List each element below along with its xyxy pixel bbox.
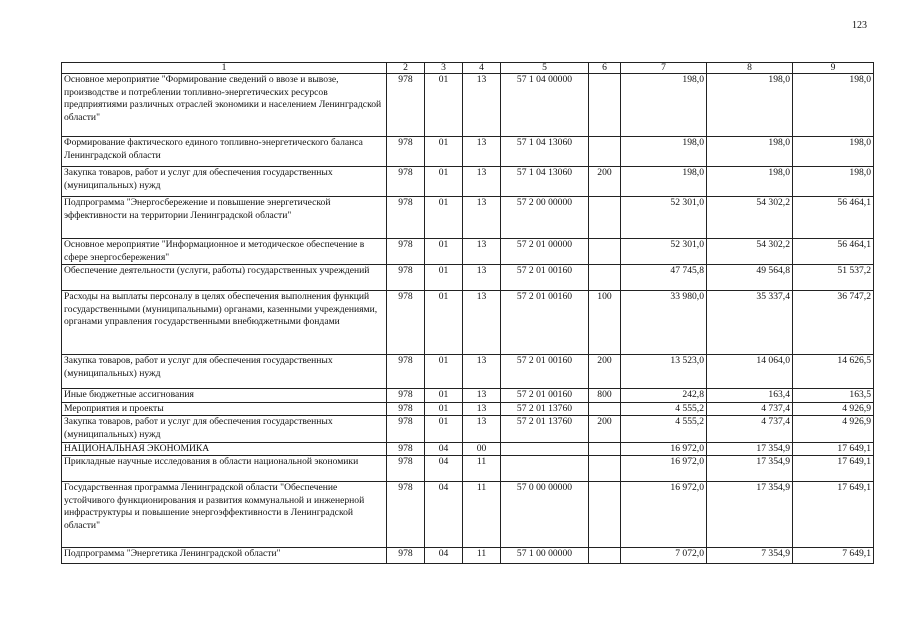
cell-col7: 16 972,0 xyxy=(621,456,707,482)
table-row xyxy=(62,416,874,442)
table-row xyxy=(62,137,874,167)
table-row xyxy=(62,265,874,291)
row-description: Прикладные научные исследования в области национальной экономики xyxy=(62,456,387,482)
cell-col3: 04 xyxy=(425,548,463,564)
cell-col6: 200 xyxy=(589,167,621,197)
cell-col7: 7 072,0 xyxy=(621,548,707,564)
cell-col8: 54 302,2 xyxy=(707,197,793,239)
row-description: Подпрограмма "Энергосбережение и повышение энергетической эффективности на территории Ленинградской области" xyxy=(62,197,387,239)
cell-col8: 17 354,9 xyxy=(707,482,793,548)
cell-col6: 200 xyxy=(589,416,621,442)
column-header: 8 xyxy=(707,63,793,74)
column-header: 9 xyxy=(793,63,874,74)
cell-col3: 04 xyxy=(425,456,463,482)
cell-col5: 57 2 01 13760 xyxy=(501,416,589,442)
cell-col3: 01 xyxy=(425,239,463,265)
cell-col9: 4 926,9 xyxy=(793,416,874,442)
cell-col2: 978 xyxy=(387,197,425,239)
cell-col9: 51 537,2 xyxy=(793,265,874,291)
cell-col5: 57 1 04 00000 xyxy=(501,74,589,137)
cell-col5: 57 2 01 00000 xyxy=(501,239,589,265)
cell-col8: 198,0 xyxy=(707,137,793,167)
cell-col5: 57 2 00 00000 xyxy=(501,197,589,239)
cell-col8: 163,4 xyxy=(707,389,793,403)
cell-col8: 198,0 xyxy=(707,167,793,197)
column-header: 1 xyxy=(62,63,387,74)
cell-col4: 13 xyxy=(463,167,501,197)
cell-col4: 13 xyxy=(463,355,501,389)
cell-col5: 57 2 01 00160 xyxy=(501,291,589,355)
cell-col9: 198,0 xyxy=(793,137,874,167)
cell-col5: 57 1 04 13060 xyxy=(501,167,589,197)
cell-col6 xyxy=(589,239,621,265)
cell-col2: 978 xyxy=(387,239,425,265)
table-row xyxy=(62,389,874,403)
cell-col8: 49 564,8 xyxy=(707,265,793,291)
cell-col9: 17 649,1 xyxy=(793,456,874,482)
cell-col4: 13 xyxy=(463,239,501,265)
cell-col9: 56 464,1 xyxy=(793,239,874,265)
cell-col2: 978 xyxy=(387,389,425,403)
cell-col3: 01 xyxy=(425,197,463,239)
cell-col3: 04 xyxy=(425,482,463,548)
cell-col7: 16 972,0 xyxy=(621,482,707,548)
cell-col2: 978 xyxy=(387,548,425,564)
row-description: Закупка товаров, работ и услуг для обеспечения государственных (муниципальных) нужд xyxy=(62,167,387,197)
cell-col5 xyxy=(501,442,589,456)
cell-col6 xyxy=(589,402,621,416)
cell-col4: 11 xyxy=(463,548,501,564)
cell-col8: 35 337,4 xyxy=(707,291,793,355)
cell-col3: 01 xyxy=(425,402,463,416)
cell-col7: 242,8 xyxy=(621,389,707,403)
cell-col9: 4 926,9 xyxy=(793,402,874,416)
cell-col6 xyxy=(589,137,621,167)
cell-col6 xyxy=(589,482,621,548)
cell-col4: 13 xyxy=(463,265,501,291)
cell-col8: 4 737,4 xyxy=(707,416,793,442)
cell-col6: 200 xyxy=(589,355,621,389)
cell-col3: 01 xyxy=(425,416,463,442)
cell-col2: 978 xyxy=(387,291,425,355)
cell-col8: 14 064,0 xyxy=(707,355,793,389)
cell-col9: 198,0 xyxy=(793,167,874,197)
cell-col4: 13 xyxy=(463,291,501,355)
cell-col9: 198,0 xyxy=(793,74,874,137)
cell-col4: 13 xyxy=(463,74,501,137)
cell-col6 xyxy=(589,442,621,456)
cell-col3: 01 xyxy=(425,355,463,389)
column-header: 5 xyxy=(501,63,589,74)
cell-col9: 7 649,1 xyxy=(793,548,874,564)
table-row xyxy=(62,167,874,197)
row-description: Формирование фактического единого топливно-энергетического баланса Ленинградской области xyxy=(62,137,387,167)
cell-col8: 54 302,2 xyxy=(707,239,793,265)
column-header: 7 xyxy=(621,63,707,74)
cell-col5: 57 2 01 00160 xyxy=(501,265,589,291)
cell-col9: 14 626,5 xyxy=(793,355,874,389)
cell-col6: 800 xyxy=(589,389,621,403)
cell-col2: 978 xyxy=(387,74,425,137)
table-header-row xyxy=(62,63,874,74)
cell-col2: 978 xyxy=(387,137,425,167)
cell-col7: 198,0 xyxy=(621,137,707,167)
cell-col7: 13 523,0 xyxy=(621,355,707,389)
cell-col7: 4 555,2 xyxy=(621,402,707,416)
budget-table xyxy=(61,62,874,564)
cell-col6 xyxy=(589,74,621,137)
cell-col4: 13 xyxy=(463,402,501,416)
cell-col5: 57 2 01 00160 xyxy=(501,355,589,389)
cell-col5: 57 1 04 13060 xyxy=(501,137,589,167)
cell-col8: 17 354,9 xyxy=(707,456,793,482)
cell-col8: 4 737,4 xyxy=(707,402,793,416)
cell-col3: 01 xyxy=(425,291,463,355)
table-row xyxy=(62,456,874,482)
cell-col6: 100 xyxy=(589,291,621,355)
cell-col2: 978 xyxy=(387,416,425,442)
row-description: Мероприятия и проекты xyxy=(62,402,387,416)
cell-col2: 978 xyxy=(387,167,425,197)
cell-col8: 17 354,9 xyxy=(707,442,793,456)
cell-col7: 52 301,0 xyxy=(621,239,707,265)
cell-col4: 11 xyxy=(463,456,501,482)
table-row xyxy=(62,402,874,416)
row-description: Иные бюджетные ассигнования xyxy=(62,389,387,403)
cell-col7: 198,0 xyxy=(621,74,707,137)
cell-col7: 52 301,0 xyxy=(621,197,707,239)
cell-col9: 36 747,2 xyxy=(793,291,874,355)
table-row xyxy=(62,74,874,137)
cell-col3: 01 xyxy=(425,389,463,403)
row-description: НАЦИОНАЛЬНАЯ ЭКОНОМИКА xyxy=(62,442,387,456)
cell-col4: 13 xyxy=(463,197,501,239)
column-header: 3 xyxy=(425,63,463,74)
column-header: 6 xyxy=(589,63,621,74)
cell-col3: 01 xyxy=(425,167,463,197)
cell-col6 xyxy=(589,548,621,564)
table-row xyxy=(62,482,874,548)
cell-col2: 978 xyxy=(387,442,425,456)
row-description: Расходы на выплаты персоналу в целях обеспечения выполнения функций государственными (муниципальными) органами, казенными учреждениями, органами управления государственными внебюджетными фондами xyxy=(62,291,387,355)
column-header: 4 xyxy=(463,63,501,74)
cell-col5: 57 2 01 13760 xyxy=(501,402,589,416)
table-row xyxy=(62,197,874,239)
cell-col9: 17 649,1 xyxy=(793,442,874,456)
table-row xyxy=(62,291,874,355)
cell-col5: 57 1 00 00000 xyxy=(501,548,589,564)
cell-col4: 00 xyxy=(463,442,501,456)
cell-col9: 17 649,1 xyxy=(793,482,874,548)
cell-col6 xyxy=(589,197,621,239)
cell-col3: 01 xyxy=(425,137,463,167)
cell-col9: 163,5 xyxy=(793,389,874,403)
table-row xyxy=(62,548,874,564)
row-description: Основное мероприятие "Информационное и методическое обеспечение в сфере энергосбережения" xyxy=(62,239,387,265)
table-row xyxy=(62,355,874,389)
cell-col9: 56 464,1 xyxy=(793,197,874,239)
cell-col7: 33 980,0 xyxy=(621,291,707,355)
cell-col3: 04 xyxy=(425,442,463,456)
page-number: 123 xyxy=(852,20,867,31)
cell-col3: 01 xyxy=(425,265,463,291)
row-description: Обеспечение деятельности (услуги, работы) государственных учреждений xyxy=(62,265,387,291)
table-row xyxy=(62,442,874,456)
cell-col6 xyxy=(589,456,621,482)
cell-col4: 13 xyxy=(463,416,501,442)
cell-col6 xyxy=(589,265,621,291)
cell-col2: 978 xyxy=(387,402,425,416)
cell-col3: 01 xyxy=(425,74,463,137)
column-header: 2 xyxy=(387,63,425,74)
cell-col7: 198,0 xyxy=(621,167,707,197)
row-description: Подпрограмма "Энергетика Ленинградской области" xyxy=(62,548,387,564)
cell-col4: 13 xyxy=(463,137,501,167)
cell-col2: 978 xyxy=(387,456,425,482)
cell-col7: 4 555,2 xyxy=(621,416,707,442)
cell-col5 xyxy=(501,456,589,482)
row-description: Государственная программа Ленинградской области "Обеспечение устойчивого функционирования и развития коммунальной и инженерной инфраструктуры и повышение энергоэффективности в Ленинградской области" xyxy=(62,482,387,548)
cell-col8: 7 354,9 xyxy=(707,548,793,564)
cell-col2: 978 xyxy=(387,355,425,389)
cell-col7: 16 972,0 xyxy=(621,442,707,456)
row-description: Основное мероприятие "Формирование сведений о ввозе и вывозе, производстве и потреблении топливно-энергетических ресурсов предприятиями различных отраслей экономики и населением Ленинградской области" xyxy=(62,74,387,137)
table-row xyxy=(62,239,874,265)
cell-col5: 57 0 00 00000 xyxy=(501,482,589,548)
cell-col2: 978 xyxy=(387,265,425,291)
cell-col5: 57 2 01 00160 xyxy=(501,389,589,403)
cell-col8: 198,0 xyxy=(707,74,793,137)
cell-col4: 13 xyxy=(463,389,501,403)
cell-col2: 978 xyxy=(387,482,425,548)
cell-col7: 47 745,8 xyxy=(621,265,707,291)
row-description: Закупка товаров, работ и услуг для обеспечения государственных (муниципальных) нужд xyxy=(62,355,387,389)
row-description: Закупка товаров, работ и услуг для обеспечения государственных (муниципальных) нужд xyxy=(62,416,387,442)
cell-col4: 11 xyxy=(463,482,501,548)
